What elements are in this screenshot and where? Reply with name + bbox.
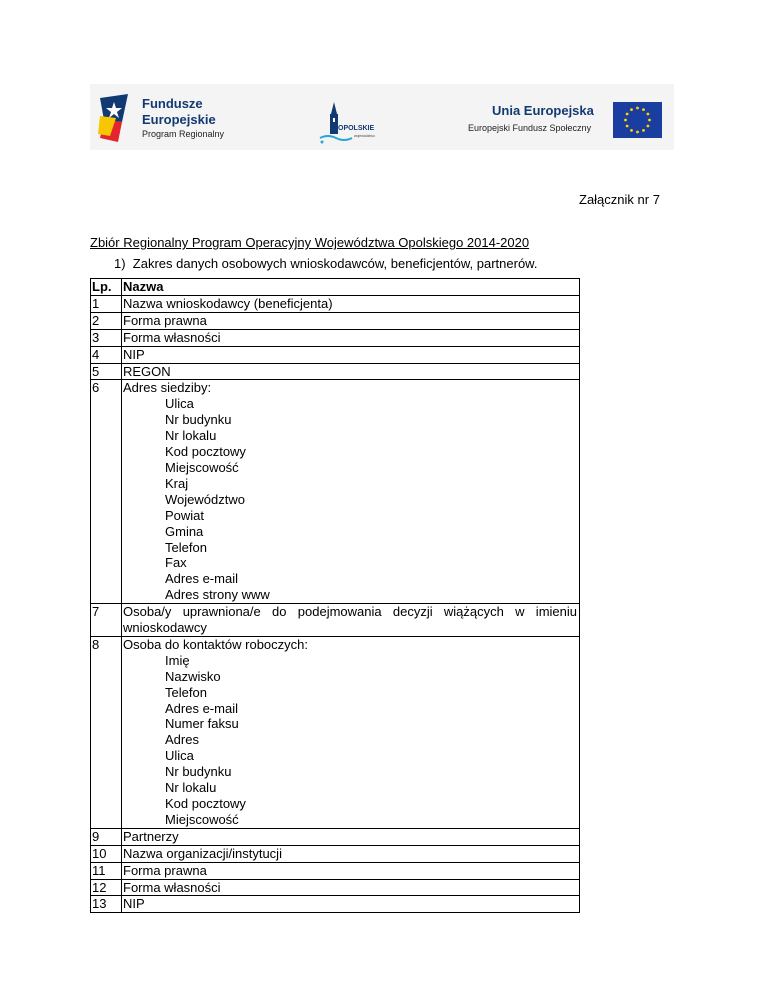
row-name: REGON <box>123 363 171 379</box>
funds-logo-line1: Fundusze <box>142 96 203 111</box>
row-name-cell <box>122 636 580 828</box>
table-row <box>91 862 580 879</box>
row-subitem: Telefon <box>165 539 207 555</box>
table-row <box>91 329 580 346</box>
row-name-cell <box>122 896 580 913</box>
row-number: 2 <box>91 312 122 329</box>
region-logo-name: OPOLSKIE <box>338 125 375 132</box>
row-name-cell <box>122 380 580 604</box>
row-name: NIP <box>123 896 145 912</box>
column-header-name: Nazwa <box>122 279 580 296</box>
row-subitem: Kod pocztowy <box>165 444 246 460</box>
row-name-cell <box>122 845 580 862</box>
row-name: Nazwa organizacji/instytucji <box>123 845 282 861</box>
funds-logo <box>98 88 238 146</box>
row-subitem: Województwo <box>165 491 245 507</box>
row-number: 4 <box>91 346 122 363</box>
document-title: Zbiór Regionalny Program Operacyjny Województwa Opolskiego 2014-2020 <box>90 235 530 250</box>
row-subitem: Nr budynku <box>165 764 232 780</box>
eu-label: Unia Europejska <box>492 103 594 118</box>
row-name: Forma własności <box>123 879 221 895</box>
row-subitem: Kod pocztowy <box>165 796 246 811</box>
row-number: 9 <box>91 828 122 845</box>
funds-logo-line2: Europejskie <box>142 112 216 127</box>
table-row <box>91 295 580 312</box>
row-subitem: Miejscowość <box>165 811 239 827</box>
row-number: 12 <box>91 879 122 896</box>
row-subitem: Fax <box>165 555 187 571</box>
row-name: Forma prawna <box>123 862 207 878</box>
row-subitem: Imię <box>165 652 190 668</box>
region-logo-small: województwo <box>354 134 375 138</box>
row-name-cell <box>122 363 580 380</box>
row-subitem: Adres e-mail <box>165 571 238 587</box>
table-header-row <box>91 279 580 296</box>
row-number: 1 <box>91 295 122 312</box>
annex-label: Załącznik nr 7 <box>579 192 660 207</box>
table-row <box>91 845 580 862</box>
row-subitem: Telefon <box>165 684 207 700</box>
row-name-cell <box>122 346 580 363</box>
row-number: 6 <box>91 380 122 604</box>
row-subitem: Adres strony www <box>165 587 270 603</box>
table-row <box>91 879 580 896</box>
funds-flag-icon <box>98 92 132 144</box>
table-row <box>91 828 580 845</box>
row-name-cell <box>122 295 580 312</box>
row-subitem: Numer faksu <box>165 716 239 732</box>
table-row <box>91 604 580 637</box>
table-row <box>91 346 580 363</box>
row-name-cell <box>122 879 580 896</box>
personal-data-table <box>90 278 580 913</box>
eu-flag-icon <box>613 102 662 138</box>
table-row <box>91 380 580 604</box>
row-name-cell <box>122 828 580 845</box>
row-name: NIP <box>123 346 145 362</box>
row-number: 3 <box>91 329 122 346</box>
row-subitem: Ulica <box>165 396 194 412</box>
row-name: Osoba/y uprawniona/e do podejmowania decyzji wiążących w imieniu wnioskodawcy <box>123 604 577 636</box>
row-name-cell <box>122 312 580 329</box>
table-row <box>91 896 580 913</box>
row-subitem: Nazwisko <box>165 668 221 684</box>
row-number: 7 <box>91 604 122 637</box>
row-subitem: Kraj <box>165 475 189 491</box>
tower-icon <box>316 100 390 146</box>
row-number: 13 <box>91 896 122 913</box>
row-number: 8 <box>91 636 122 828</box>
row-number: 10 <box>91 845 122 862</box>
funds-logo-subtitle: Program Regionalny <box>142 129 225 139</box>
table-row <box>91 636 580 828</box>
row-name-cell <box>122 604 580 637</box>
row-number: 11 <box>91 862 122 879</box>
row-name: Osoba do kontaktów roboczych: <box>123 636 308 652</box>
row-subitem: Nr budynku <box>165 412 232 428</box>
row-subitem: Nr lokalu <box>165 428 217 444</box>
row-subitem: Gmina <box>165 523 204 539</box>
row-subitem: Powiat <box>165 507 205 523</box>
section-number: 1) <box>114 256 126 271</box>
column-header-lp: Lp. <box>91 279 122 296</box>
row-subitem: Ulica <box>165 748 194 764</box>
eu-fund-label: Europejski Fundusz Społeczny <box>468 123 592 133</box>
section-title: Zakres danych osobowych wnioskodawców, beneficjentów, partnerów. <box>132 256 538 271</box>
section-heading <box>114 256 537 271</box>
row-name: Forma własności <box>123 329 221 345</box>
row-subitem: Nr lokalu <box>165 780 217 796</box>
region-logo <box>316 100 390 146</box>
row-name-cell <box>122 862 580 879</box>
table-body <box>91 295 580 912</box>
row-subitem: Adres <box>165 732 199 748</box>
table-row <box>91 312 580 329</box>
row-number: 5 <box>91 363 122 380</box>
row-name-cell <box>122 329 580 346</box>
row-subitem: Adres e-mail <box>165 700 238 716</box>
row-subitem: Miejscowość <box>165 459 239 475</box>
row-name: Partnerzy <box>123 828 179 844</box>
table-row <box>91 363 580 380</box>
row-name: Nazwa wnioskodawcy (beneficjenta) <box>123 295 333 311</box>
row-name: Forma prawna <box>123 312 207 328</box>
row-name: Adres siedziby: <box>123 380 212 396</box>
